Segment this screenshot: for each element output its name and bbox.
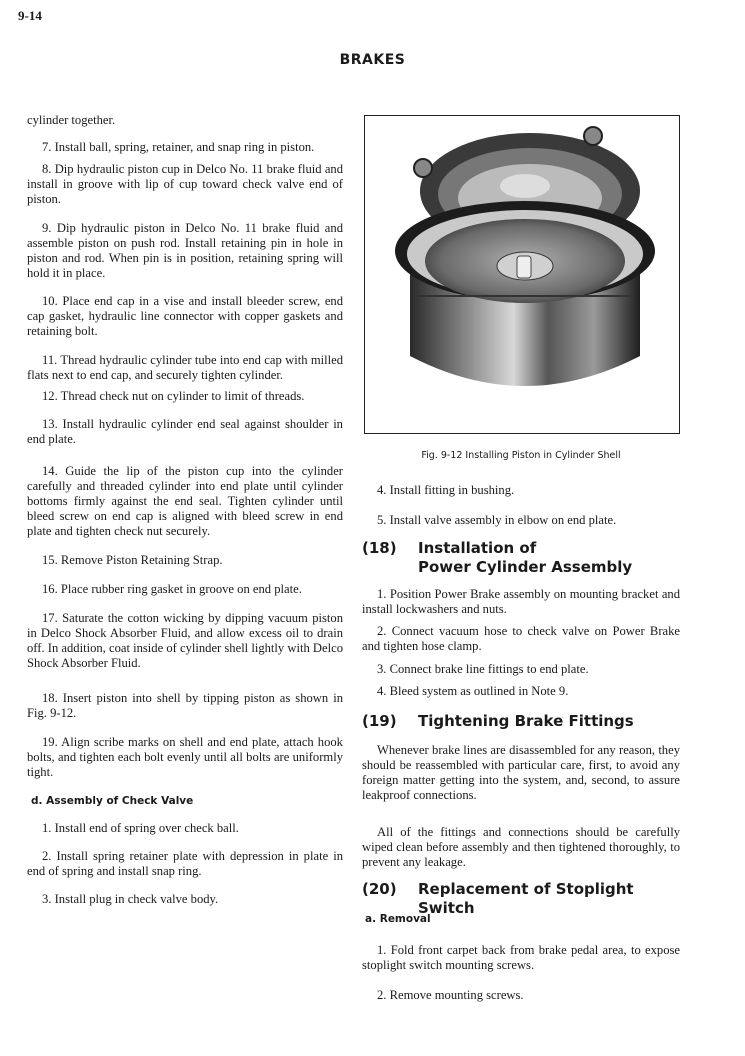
figure-caption: Fig. 9-12 Installing Piston in Cylinder Shell — [421, 450, 621, 461]
left-column — [27, 113, 343, 907]
section-19-number: (19) — [362, 712, 397, 730]
section-19-title: Tightening Brake Fittings — [418, 712, 634, 730]
step-12: 12. Thread check nut on cylinder to limit of threads. — [42, 389, 305, 403]
step-18: 18. Insert piston into shell by tipping piston as shown in Fig. 9-12. — [27, 691, 343, 720]
figure-piston-cylinder — [364, 115, 680, 434]
section-18-title: Installation of Power Cylinder Assembly — [418, 539, 633, 576]
check-valve-step-2: 2. Install spring retainer plate with depression in plate in end of spring and install snap ring. — [27, 849, 343, 878]
removal-subheading: a. Removal — [365, 913, 431, 925]
step-19: 19. Align scribe marks on shell and end plate, attach hook bolts, and tighten each bolt evenly until all bolts are uniformly tight. — [27, 735, 343, 779]
step-11: 11. Thread hydraulic cylinder tube into end cap with milled flats next to end cap, and securely tighten cylinder. — [27, 353, 344, 382]
step-17: 17. Saturate the cotton wicking by dipping vacuum piston in Delco Shock Absorber Fluid, and allow excess oil to drain off. In addition, coat inside of cylinder shell lightly with Delco Shock Absorber Fluid. — [27, 611, 343, 670]
section-20-title: Replacement of Stoplight Switch — [418, 880, 634, 917]
continuation-text: cylinder together. — [27, 113, 116, 127]
step-7: 7. Install ball, spring, retainer, and snap ring in piston. — [42, 140, 315, 154]
piston-cylinder-illustration — [365, 116, 679, 433]
section-19-paragraph-1: Whenever brake lines are disassembled for any reason, they should be reassembled with particular care, first, to avoid any foreign matter getting into the system, and, second, to assure leakproof connections. — [362, 743, 680, 802]
step-10: 10. Place end cap in a vise and install bleeder screw, end cap gasket, hydraulic line connector with copper gaskets and retaining bolt. — [27, 294, 343, 338]
section-18-heading — [362, 539, 680, 577]
step-9: 9. Dip hydraulic piston in Delco No. 11 brake fluid and assemble piston on push rod. Install retaining pin in hole in piston and rod. When pin is in position, retaining spring will hold it in place. — [27, 221, 343, 280]
check-valve-step-3: 3. Install plug in check valve body. — [42, 892, 219, 906]
section-18-step-3: 3. Connect brake line fittings to end plate. — [377, 662, 589, 676]
step-8: 8. Dip hydraulic piston cup in Delco No. 11 brake fluid and install in groove with lip of cup toward check valve end of piston. — [27, 162, 344, 206]
step-13: 13. Install hydraulic cylinder end seal against shoulder in end plate. — [27, 417, 343, 446]
section-20-step-2: 2. Remove mounting screws. — [377, 988, 524, 1002]
section-18-number: (18) — [362, 539, 397, 557]
check-valve-step-1: 1. Install end of spring over check ball. — [42, 821, 239, 835]
section-18-step-4: 4. Bleed system as outlined in Note 9. — [377, 684, 569, 698]
check-valve-heading: d. Assembly of Check Valve — [31, 795, 194, 807]
section-20-number: (20) — [362, 880, 397, 898]
section-18-step-1: 1. Position Power Brake assembly on mounting bracket and install lockwashers and nuts. — [362, 587, 681, 616]
section-19-paragraph-2: All of the fittings and connections should be carefully wiped clean before assembly and then tightened thoroughly, to prevent any leakage. — [362, 825, 680, 869]
running-head: BRAKES — [339, 52, 406, 68]
step-5-valve: 5. Install valve assembly in elbow on end plate. — [377, 513, 617, 527]
step-14: 14. Guide the lip of the piston cup into the cylinder carefully and threaded cylinder into end plate until cylinder bottoms firmly against the end seal. Tighten cylinder until bleed screw on end cap is aligned with bleed screw in end plate and tighten check nut securely. — [27, 464, 343, 538]
section-18-step-2: 2. Connect vacuum hose to check valve on Power Brake and tighten hose clamp. — [362, 624, 680, 653]
section-19-heading — [362, 712, 680, 731]
section-20-step-1: 1. Fold front carpet back from brake pedal area, to expose stoplight switch mounting screws. — [362, 943, 681, 972]
page-number: 9-14 — [18, 8, 42, 23]
step-4-fitting: 4. Install fitting in bushing. — [377, 483, 515, 497]
step-16: 16. Place rubber ring gasket in groove on end plate. — [42, 582, 302, 596]
step-15: 15. Remove Piston Retaining Strap. — [42, 553, 223, 567]
